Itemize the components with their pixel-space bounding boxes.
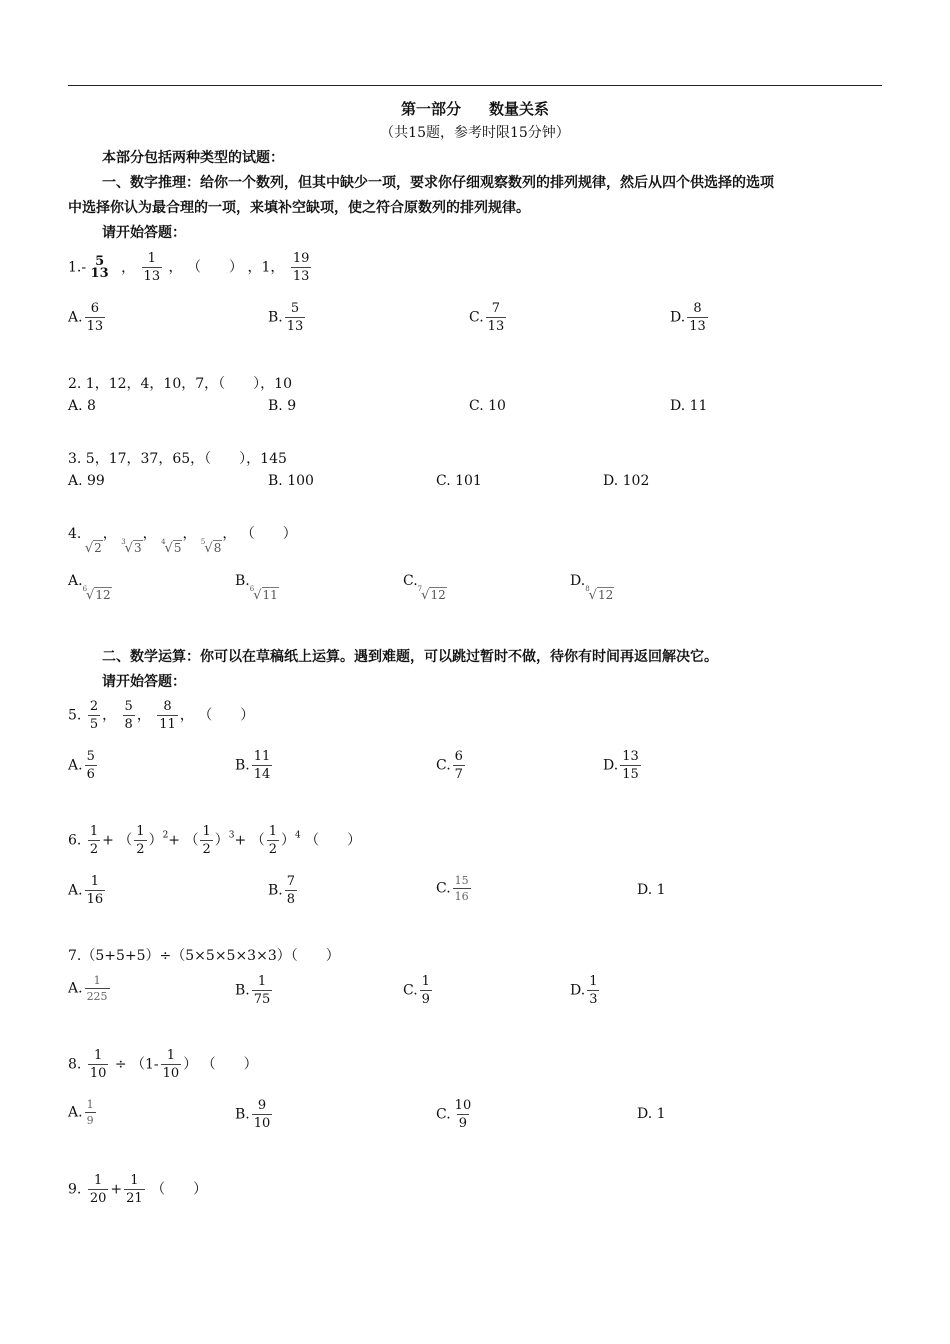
q4-option-a[interactable]: A.$^6$√12 [68,573,111,603]
q7-option-a[interactable]: A. $\frac{1}{225}$ [68,974,108,1003]
q1-option-d[interactable]: D. $\frac{8}{13}$ [670,301,706,334]
question-5: 5. $\frac{2}{5}$ ， $\frac{5}{8}$ ， $\frac{8}{11}$ ， （ ） [68,699,255,732]
header-rule [68,85,882,86]
q1-option-c[interactable]: C. $\frac{7}{13}$ [469,301,505,334]
question-2: 2. 1，12，4，10，7，（ ），10 [68,376,292,392]
question-4: 4. √2， $^3$√3， $^4$√5， $^5$√8， （ ） [68,526,297,556]
q6-option-d[interactable]: D. 1 [637,882,666,898]
q8-option-c[interactable]: C. $\frac{10}{9}$ [436,1098,472,1131]
q2-option-d[interactable]: D. 11 [670,398,708,414]
start-prompt-2: 请开始答题： [102,674,186,690]
q5-option-c[interactable]: C. $\frac{6}{7}$ [436,749,463,782]
q5-option-d[interactable]: D. $\frac{13}{15}$ [603,749,639,782]
q2-option-b[interactable]: B. 9 [268,398,297,414]
q1-option-a[interactable]: A. $\frac{6}{13}$ [68,301,104,334]
q7-option-b[interactable]: B. $\frac{1}{75}$ [235,974,271,1007]
part2-instructions: 二、数学运算：你可以在草稿纸上运算。遇到难题，可以跳过暂时不做，待你有时间再返回解决它。 [102,649,718,665]
q4-option-b[interactable]: B.$^6$√11 [235,573,278,603]
q3-option-c[interactable]: C. 101 [436,473,482,489]
question-9: 9. $\frac{1}{20}$ + $\frac{1}{21}$ （ ） [68,1173,208,1206]
q8-option-b[interactable]: B. $\frac{9}{10}$ [235,1098,271,1131]
q5-option-b[interactable]: B. $\frac{11}{14}$ [235,749,271,782]
q3-option-b[interactable]: B. 100 [268,473,314,489]
q6-option-b[interactable]: B. $\frac{7}{8}$ [268,874,296,907]
q6-option-c[interactable]: C. $\frac{15}{16}$ [436,874,469,903]
question-3: 3. 5，17，37，65，（ ），145 [68,451,287,467]
q8-option-d[interactable]: D. 1 [637,1106,666,1122]
part1-instructions-cont: 中选择你认为最合理的一项，来填补空缺项，使之符合原数列的排列规律。 [68,200,530,216]
q4-option-c[interactable]: C.$^7$√12 [403,573,446,603]
garbled-fraction: 5 13 [90,253,109,281]
q4-option-d[interactable]: D.$^8$√12 [570,573,614,603]
part1-instructions: 一、数字推理：给你一个数列，但其中缺少一项，要求你仔细观察数列的排列规律，然后从四个供选择的选项 [102,175,774,191]
intro-line: 本部分包括两种类型的试题： [102,150,284,166]
question-8: 8. $\frac{1}{10}$ ÷ （1- $\frac{1}{10}$ ） （ ） [68,1048,258,1081]
q1-option-b[interactable]: B. $\frac{5}{13}$ [268,301,304,334]
q8-option-a[interactable]: A. $\frac{1}{9}$ [68,1098,94,1127]
question-1: 1.- 5 13 ， $\frac{1}{13}$ ， （ ） ，1， $\frac{19}{13}$ [68,251,310,284]
start-prompt-1: 请开始答题： [102,225,186,241]
q2-option-c[interactable]: C. 10 [469,398,506,414]
section-title: 第一部分 数量关系 [400,100,550,118]
q3-option-a[interactable]: A. 99 [68,473,105,489]
q7-option-d[interactable]: D. $\frac{1}{3}$ [570,974,598,1007]
q6-option-a[interactable]: A. $\frac{1}{16}$ [68,874,104,907]
section-subtitle: （共15题，参考时限15分钟） [380,125,570,141]
q3-option-d[interactable]: D. 102 [603,473,650,489]
question-6: 6. $\frac{1}{2}$ + （ $\frac{1}{2}$ ）$^2$+ （ $\frac{1}{2}$ ）$^3$+ （ $\frac{1}{2}$ ）$^4$ （ ） [68,824,362,857]
q2-option-a[interactable]: A. 8 [68,398,96,414]
q5-option-a[interactable]: A. $\frac{5}{6}$ [68,749,95,782]
q7-option-c[interactable]: C. $\frac{1}{9}$ [403,974,430,1007]
question-7: 7.（5+5+5）÷（5×5×5×3×3）（ ） [68,948,340,964]
